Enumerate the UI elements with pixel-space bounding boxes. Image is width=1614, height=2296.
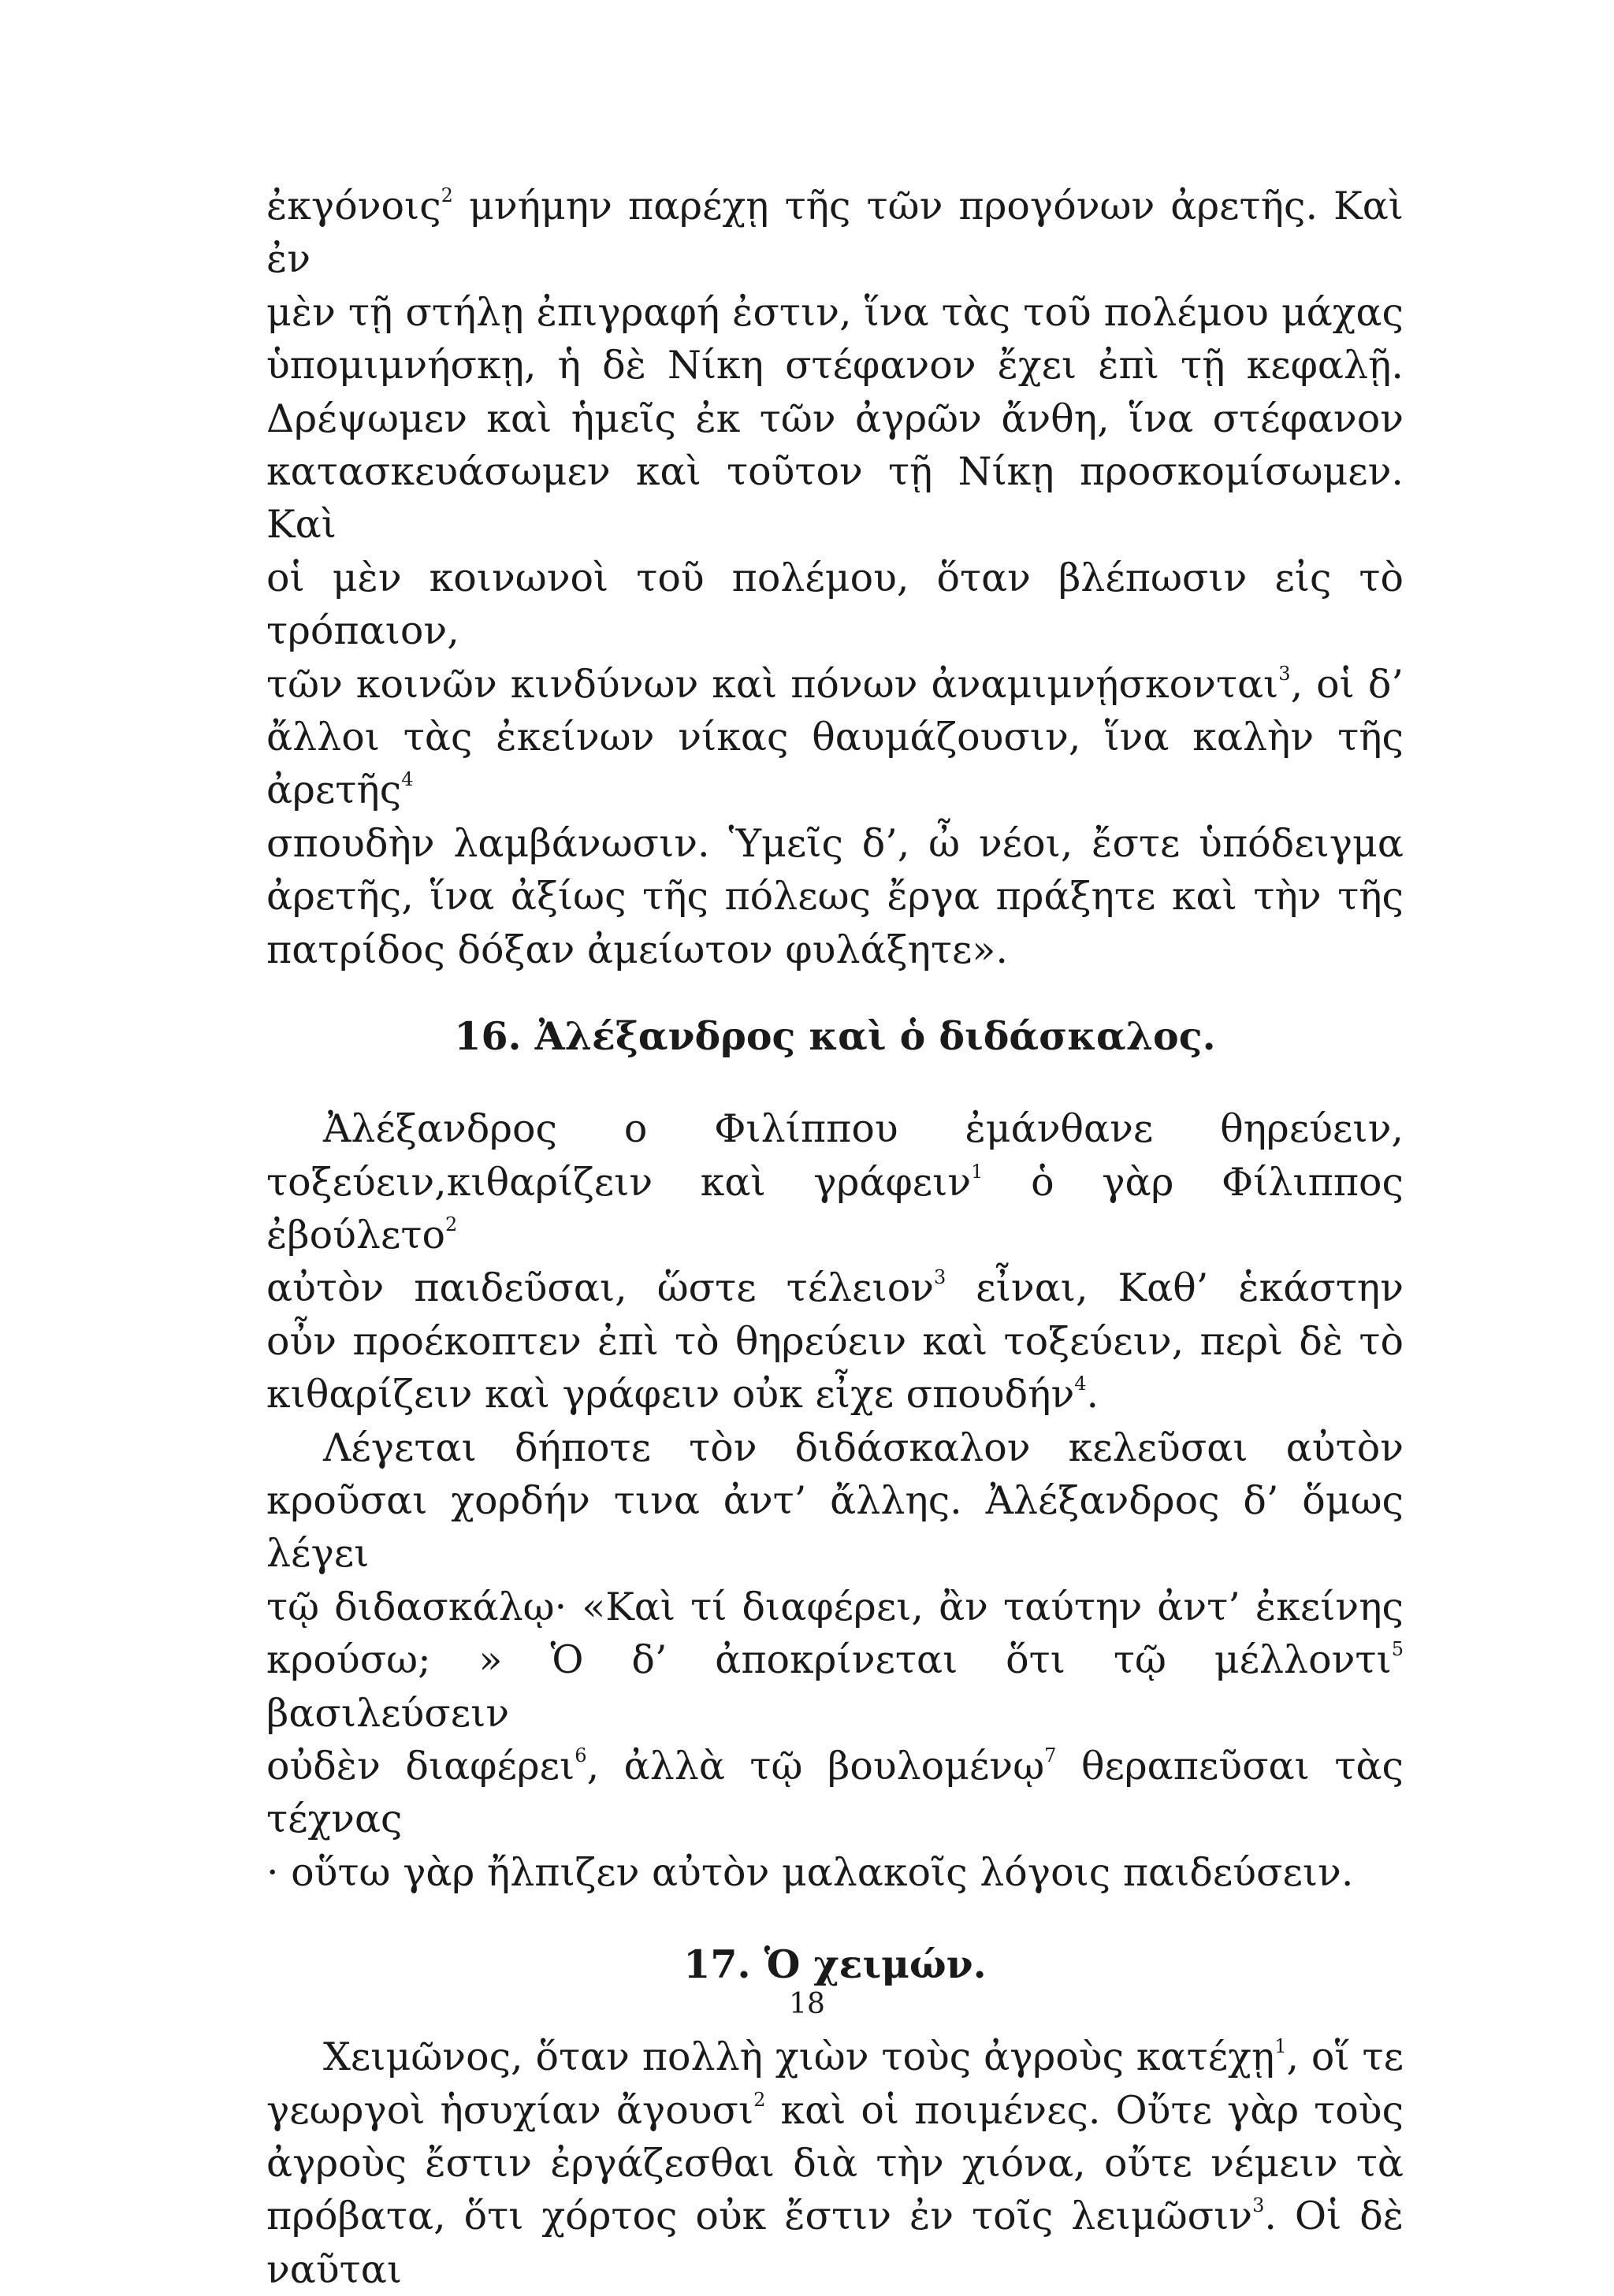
text-line: · οὕτω γὰρ ἤλπιζεν αὐτὸν μαλακοῖς λόγοις παιδεύσειν. — [266, 1849, 1354, 1895]
page-body — [266, 180, 1404, 2296]
footnote-marker: 4 — [401, 768, 414, 791]
footnote-marker: 3 — [934, 1266, 946, 1289]
text-line: ἐκγόνοις$^2$ μνήμην παρέχῃ τῆς τῶν προγόνων ἀρετῆς. Καὶ ἐν — [266, 184, 1404, 282]
footnote-marker: 3 — [1252, 2194, 1265, 2217]
section-16-heading: 16. Ἀλέξανδρος καὶ ὁ διδάσκαλος. — [454, 1013, 1216, 1060]
text-line: ἄλλοι τὰς ἐκείνων νίκας θαυμάζουσιν, ἵνα καλὴν τῆς ἀρετῆς$^4$ — [266, 715, 1404, 813]
text-line: τῷ διδασκάλῳ· «Καὶ τί διαφέρει, ἂν ταύτην ἀντ’ ἐκείνης — [266, 1584, 1404, 1629]
text-line: τοξεύειν,κιθαρίζειν καὶ γράφειν$^1$ ὁ γὰρ Φίλιππος ἐβούλετο$^2$ — [266, 1159, 1404, 1258]
text-line: οὖν προέκοπτεν ἐπὶ τὸ θηρεύειν καὶ τοξεύειν, περὶ δὲ τὸ — [266, 1318, 1404, 1364]
footnote-marker: 1 — [1274, 2035, 1287, 2058]
text-line: ἀρετῆς, ἵνα ἀξίως τῆς πόλεως ἔργα πράξητε καὶ τὴν τῆς — [266, 874, 1404, 920]
text-line: Δρέψωμεν καὶ ἡμεῖς ἐκ τῶν ἀγρῶν ἄνθη, ἵνα στέφανον — [266, 396, 1404, 441]
text-line: οἱ μὲν κοινωνοὶ τοῦ πολέμου, ὅταν βλέπωσιν εἰς τὸ τρόπαιον, — [266, 555, 1404, 654]
text-line: μὲν τῇ στήλῃ ἐπιγραφή ἐστιν, ἵνα τὰς τοῦ πολέμου μάχας — [266, 289, 1404, 335]
footnote-marker: 5 — [1391, 1638, 1404, 1661]
text-line: ἀγροὺς ἔστιν ἐργάζεσθαι διὰ τὴν χιόνα, οὔτε νέμειν τὰ — [266, 2141, 1404, 2186]
footnote-marker: 3 — [1278, 662, 1291, 685]
section-16-paragraph-1 — [266, 1102, 1404, 1421]
text-line: κατασκευάσωμεν καὶ τοῦτον τῇ Νίκῃ προσκομίσωμεν. Καὶ — [266, 449, 1404, 548]
text-line: κροῦσαι χορδήν τινα ἀντ’ ἄλλης. Ἀλέξανδρος δ’ ὅμως λέγει — [266, 1477, 1404, 1577]
text-line: ὑπομιμνήσκῃ, ἡ δὲ Νίκη στέφανον ἔχει ἐπὶ τῇ κεφαλῇ. — [266, 343, 1404, 388]
footnote-marker: 2 — [753, 2088, 766, 2111]
text-line: Ἀλέξανδρος ο Φιλίππου ἐμάνθανε θηρεύειν, — [323, 1106, 1404, 1152]
footnote-marker: 6 — [575, 1744, 587, 1767]
text-line: γεωργοὶ ἡσυχίαν ἄγουσι$^2$ καὶ οἱ ποιμένες. Οὔτε γὰρ τοὺς — [266, 2087, 1404, 2133]
section-17-heading: 17. Ὁ χειμών. — [683, 1941, 987, 1988]
text-line: οὐδὲν διαφέρει$^6$, ἀλλὰ τῷ βουλομένῳ$^7$ θεραπεῦσαι τὰς τέχνας — [266, 1743, 1404, 1842]
text-line: Λέγεται δήποτε τὸν διδάσκαλον κελεῦσαι αὐτὸν — [323, 1425, 1404, 1470]
footnote-marker: 4 — [1074, 1373, 1087, 1395]
section-16-paragraph-2 — [266, 1421, 1404, 1900]
text-line: κιθαρίζειν καὶ γράφειν οὐκ εἶχε σπουδήν$^4$. — [266, 1372, 1099, 1417]
footnote-marker: 2 — [444, 1213, 458, 1235]
page-number: 18 — [789, 1988, 825, 2020]
text-line: κρούσω; » Ὁ δ’ ἀποκρίνεται ὅτι τῷ μέλλοντι$^5$ βασιλεύσειν — [266, 1637, 1404, 1736]
footnote-marker: 7 — [1044, 1744, 1057, 1767]
footnote-marker: 1 — [971, 1160, 984, 1183]
section-15-continued — [266, 180, 1404, 976]
text-line: Χειμῶνος, ὅταν πολλὴ χιὼν τοὺς ἀγροὺς κατέχῃ$^1$, οἵ τε — [323, 2034, 1404, 2080]
text-line: τῶν κοινῶν κινδύνων καὶ πόνων ἀναμιμνῄσκονται$^3$, οἱ δ’ — [266, 661, 1404, 707]
text-line: σπουδὴν λαμβάνωσιν. Ὑμεῖς δ’, ὦ νέοι, ἔστε ὑπόδειγμα — [266, 820, 1404, 866]
text-line: πρόβατα, ὅτι χόρτος οὐκ ἔστιν ἐν τοῖς λειμῶσιν$^3$. Οἱ δὲ ναῦται — [266, 2194, 1404, 2292]
text-line: πατρίδος δόξαν ἀμείωτον φυλάξητε». — [266, 927, 1008, 972]
footnote-marker: 2 — [441, 184, 453, 206]
section-17-paragraph-1 — [266, 2030, 1404, 2296]
text-line: αὐτὸν παιδεῦσαι, ὥστε τέλειον$^3$ εἶναι, Καθ’ ἑκάστην — [266, 1265, 1404, 1311]
